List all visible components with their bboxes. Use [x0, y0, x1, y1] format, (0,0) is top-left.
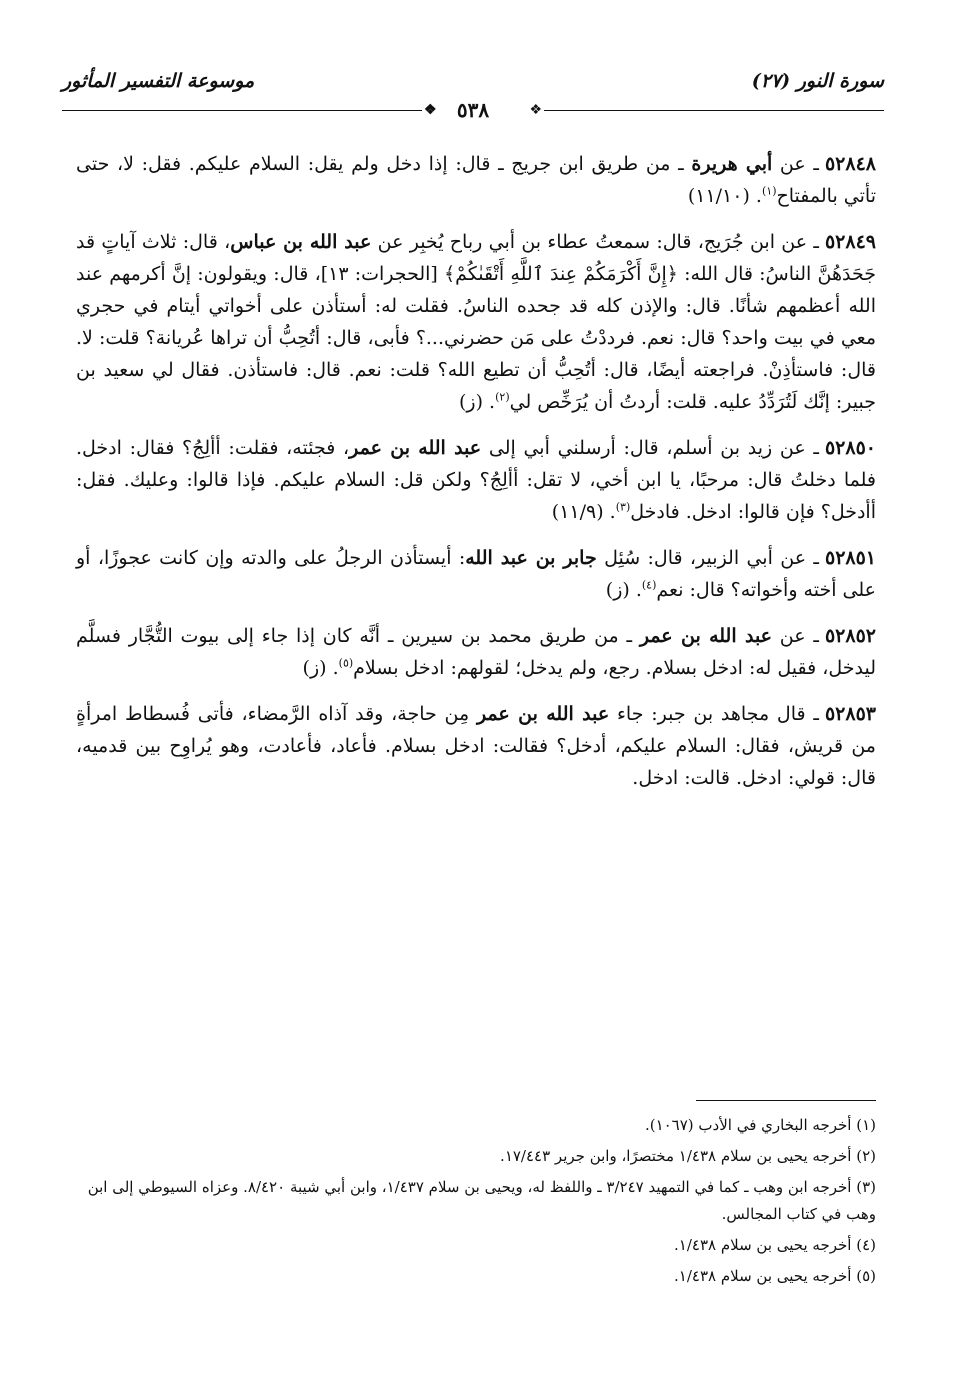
- entry-text: ـ من طريق محمد بن سيرين ـ أنَّه كان إذا جاء إلى بيوت التُّجَّار فسلَّم ليدخل، فقيل له: ادخل بسلام. رجع، ولم يدخل؛ لقولهم: ادخل بسلام: [76, 625, 876, 679]
- entry-text: ـ عن: [772, 153, 819, 175]
- entry-number: ٥٢٨٥٣: [824, 703, 876, 725]
- narration-entry: [76, 148, 876, 212]
- main-text: [76, 148, 876, 808]
- footnote-ref: (٣): [615, 500, 631, 514]
- narration-entry: [76, 698, 876, 794]
- footnote-ref: (٤): [641, 578, 657, 592]
- entry-number: ٥٢٨٥٠: [824, 437, 876, 459]
- footnotes: [76, 1112, 876, 1294]
- narrator-name: عبد الله بن عمر: [476, 703, 610, 725]
- entry-text: ، فجئته، فقلت: أألِجُ؟ فقال: ادخل. فلما دخلتُ قال: مرحبًا، يا ابن أخي، لا تقل: أألِجُ؟ ولكن قل: السلام عليكم. فإذا قالوا: وعليك. فقل: أأدخل؟ فإن قالوا: ادخل. فادخل: [76, 437, 876, 523]
- narration-entry: [76, 620, 876, 684]
- narrator-name: جابر بن عبد الله: [465, 547, 597, 569]
- page-number: ٥٣٨: [456, 98, 490, 122]
- sura-title: سورة النور (٢٧): [751, 70, 884, 92]
- entry-number: ٥٢٨٤٨: [824, 153, 876, 175]
- footnote: (٣) أخرجه ابن وهب ـ كما في التمهيد ٣/٢٤٧ ـ واللفظ له، ويحيى بن سلام ١/٤٣٧، وابن أبي شيبة ٨/٤٢٠. وعزاه السيوطي إلى ابن وهب في كتاب المجالس.: [87, 1178, 876, 1223]
- entry-ref: . (١١/١٠): [687, 185, 762, 207]
- ornament-icon: ❖: [529, 102, 542, 118]
- footnote-ref: (٢): [495, 390, 510, 404]
- footnote-separator: [696, 1100, 876, 1101]
- footnote-ref: (٥): [338, 656, 354, 670]
- entry-text: ـ عن: [772, 625, 819, 647]
- entry-ref: . (ز): [605, 579, 642, 601]
- entry-ref: . (١١/٩): [551, 501, 616, 523]
- entry-text: ـ عن زيد بن أسلم، قال: أرسلني أبي إلى: [481, 437, 819, 459]
- entry-text: ـ من طريق ابن جريج ـ قال: إذا دخل ولم يقل: السلام عليكم. فقل: لا، حتى تأتي بالمفتاح: [76, 153, 876, 207]
- narrator-name: أبي هريرة: [691, 153, 773, 175]
- footnote: (٥) أخرجه يحيى بن سلام ١/٤٣٨.: [674, 1267, 876, 1285]
- entry-ref: . (ز): [459, 391, 496, 413]
- entry-text: ـ قال مجاهد بن جبر: جاء: [609, 703, 819, 725]
- narrator-name: عبد الله بن عمر: [349, 437, 482, 459]
- entry-ref: . (ز): [302, 657, 339, 679]
- narration-entry: [76, 432, 876, 528]
- ornament-icon: ❖: [424, 102, 437, 118]
- entry-number: ٥٢٨٥١: [824, 547, 877, 569]
- page-header: [62, 68, 884, 126]
- narrator-name: عبد الله بن عمر: [639, 625, 773, 647]
- footnote-ref: (١): [761, 184, 777, 198]
- book-title: موسوعة التفسير المأثور: [62, 70, 255, 92]
- narration-entry: [76, 542, 876, 606]
- footnote: (١) أخرجه البخاري في الأدب (١٠٦٧).: [644, 1116, 876, 1134]
- narrator-name: عبد الله بن عباس: [230, 231, 372, 253]
- entry-number: ٥٢٨٤٩: [824, 231, 876, 253]
- entry-number: ٥٢٨٥٢: [824, 625, 876, 647]
- entry-text: ، قال: ثلاث آياتٍ قد جَحَدَهُنَّ الناسُ: قال الله: ﴿إِنَّ أَكْرَمَكُمْ عِندَ ٱللَّهِ أَتْقَىٰكُمْ﴾ [الحجرات: ١٣]، قال: ويقولون: إنَّ أكرمهم عند الله أعظمهم شأنًا. قال: والإذن كله قد جحده الناسُ. فقلت له: أستأذن على أخواتي أيتام في حجري معي في بيت واحد؟ قال: نعم. فرددْتُ على مَن حضرني...؟ فأبى، قال: أتُحِبُّ أن تراها عُريانة؟ قلت: لا. قال: فاستأذِنْ. فراجعته أيضًا، قال: أتُحِبُّ أن تطيع الله؟ قلت: نعم. قال: فاستأذن. فقال لي سعيد بن جبير: إنَّك لَتُرَدِّدُ عليه. قلت: أردتُ أن يُرَخِّص لي: [76, 231, 876, 413]
- entry-text: : أيستأذن الرجلُ على والدته وإن كانت عجوزًا، أو على أخته وأخواته؟ قال: نعم: [76, 547, 876, 601]
- narration-entry: [76, 226, 876, 418]
- entry-text: مِن حاجة، وقد آذاه الرَّمضاء، فأتى فُسطاط امرأةٍ من قريش، فقال: السلام عليكم، أدخل؟ فقالت: ادخل بسلام. فأعاد، فأعادت، وهو يُراوِح بين قدميه، قال: قولي: ادخل. قالت: ادخل.: [76, 703, 876, 789]
- entry-text: ـ عن أبي الزبير، قال: سُئِل: [596, 547, 819, 569]
- footnote: (٢) أخرجه يحيى بن سلام ١/٤٣٨ مختصرًا، وابن جرير ١٧/٤٤٣.: [500, 1147, 876, 1165]
- footnote: (٤) أخرجه يحيى بن سلام ١/٤٣٨.: [674, 1236, 876, 1254]
- entry-text: ـ عن ابن جُرَيج، قال: سمعتُ عطاء بن أبي رباح يُخبِر عن: [371, 231, 819, 253]
